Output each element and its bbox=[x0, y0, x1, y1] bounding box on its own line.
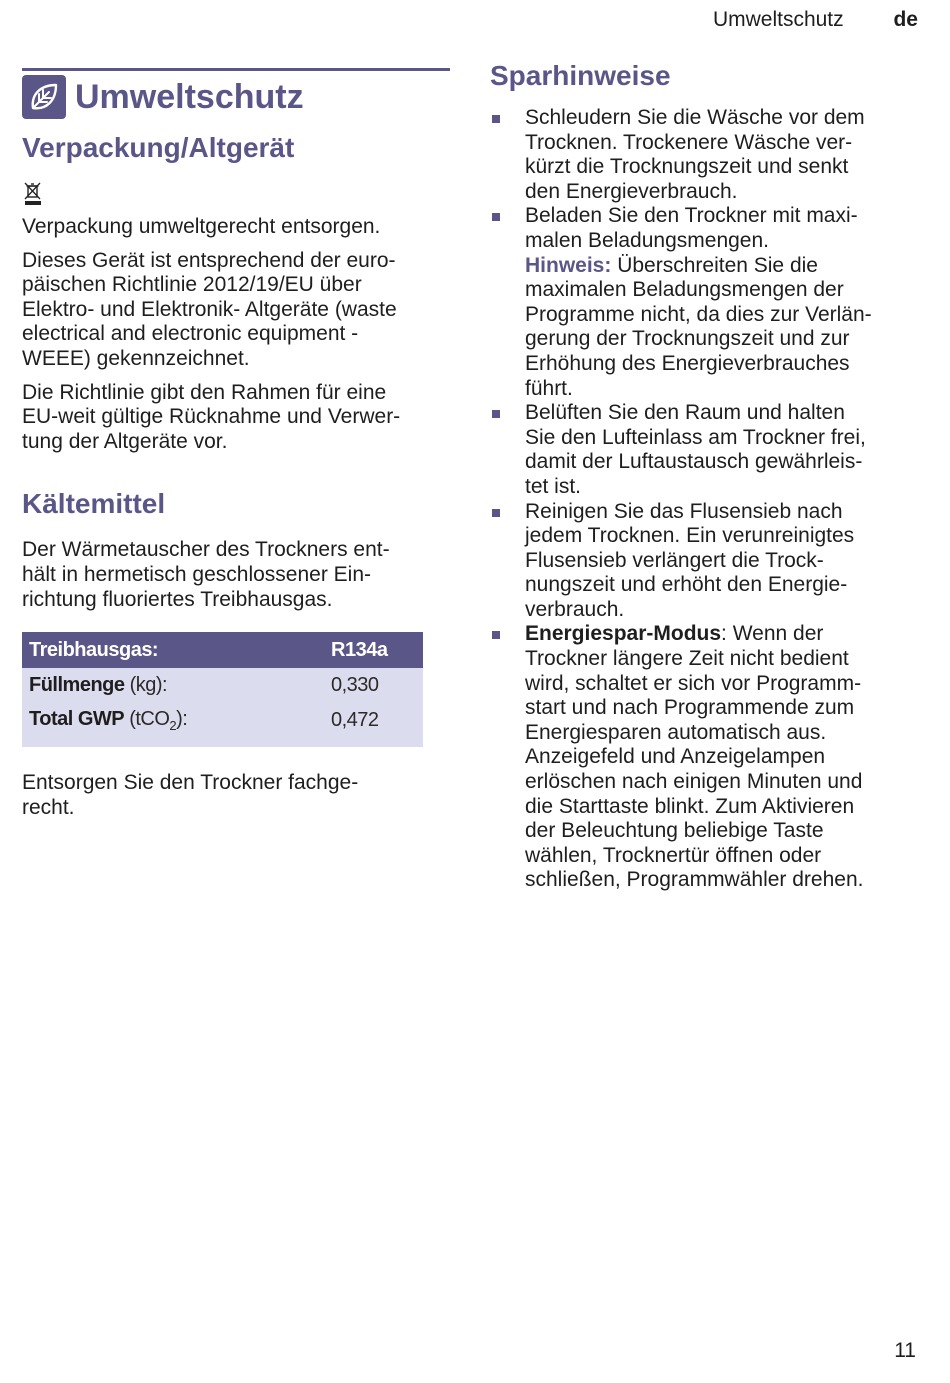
list-item: Schleudern Sie die Wäsche vor dem Trocknen. Trockenere Wäsche ver- kürzt die Trocknungszeit und senkt den Energieverbrauch. bbox=[490, 106, 930, 204]
table-header-label: Treibhausgas: bbox=[22, 632, 324, 668]
list-item: Belüften Sie den Raum und halten Sie den Lufteinlass am Trockner frei, damit der Luftaustausch gewährleis- tet ist. bbox=[490, 401, 930, 499]
hint-label: Hinweis: bbox=[525, 253, 612, 277]
table-header-row bbox=[22, 632, 423, 668]
energy-saving-mode-label: Energiespar-Modus bbox=[525, 622, 722, 646]
savings-tips-list bbox=[490, 106, 930, 893]
table-row bbox=[22, 668, 423, 703]
dryer-disposal-text: Entsorgen Sie den Trockner fachge- recht. bbox=[22, 771, 359, 819]
savings-heading: Sparhinweise bbox=[490, 60, 671, 91]
square-bullet-icon bbox=[492, 410, 500, 418]
running-header bbox=[713, 8, 918, 32]
packaging-heading: Verpackung/Altgerät bbox=[22, 132, 295, 163]
header-section-title: Umweltschutz bbox=[712, 8, 844, 31]
crossed-out-wheelie-bin-icon bbox=[23, 180, 450, 206]
list-item: Energiespar-Modus: Wenn der Trockner längere Zeit nicht bedient wird, schaltet er sich vor Programm- start und nach Programmende zum Energiesparen automatisch aus. Anzeigefeld und Anzeigelampen erlöschen nach einigen Minuten und die Starttaste blinkt. Zum Aktivieren der Beleuchtung beliebige Taste wählen, Trocknertür öffnen oder schließen, Programmwähler drehen. bbox=[490, 622, 930, 893]
right-column bbox=[490, 60, 930, 893]
total-gwp-value: 0,472 bbox=[331, 709, 379, 732]
weee-directive-text: Dieses Gerät ist entsprechend der euro- päischen Richtlinie 2012/19/EU über Elektro- und Elektronik- Altgeräte (waste electrical and electronic equipment - WEEE) gekennzeichnet. bbox=[22, 248, 397, 370]
header-language-code: de bbox=[893, 8, 918, 31]
chapter-title: Umweltschutz bbox=[75, 78, 304, 116]
refrigerant-heading: Kältemittel bbox=[22, 488, 166, 520]
chapter-heading bbox=[22, 68, 450, 119]
page-number: 11 bbox=[894, 1339, 916, 1362]
fill-amount-value: 0,330 bbox=[331, 674, 379, 697]
table-row bbox=[22, 703, 423, 747]
square-bullet-icon bbox=[492, 115, 500, 123]
directive-framework-text: Die Richtlinie gibt den Rahmen für eine EU-weit gültige Rücknahme und Verwer- tung der Altgeräte vor. bbox=[22, 380, 401, 453]
fill-amount-label: Füllmenge (kg): bbox=[29, 674, 168, 697]
list-item: Beladen Sie den Trockner mit maxi- malen Beladungsmengen. Hinweis: Überschreiten Sie die maximalen Beladungsmengen der Programme nicht, da dies zur Verlän- gerung der Trocknungszeit und zur Erhöhung des Energieverbrauches führt. bbox=[490, 204, 930, 401]
greenhouse-gas-table bbox=[22, 632, 423, 747]
square-bullet-icon bbox=[492, 213, 500, 221]
list-item: Reinigen Sie das Flusensieb nach jedem Trocknen. Ein verunreinigtes Flusensieb verlängert die Trock- nungszeit und erhöht den Energie- verbrauch. bbox=[490, 500, 930, 623]
packaging-disposal-text: Verpackung umweltgerecht entsorgen. bbox=[22, 215, 381, 238]
total-gwp-label: Total GWP (tCO$_2$): bbox=[29, 708, 188, 734]
square-bullet-icon bbox=[492, 509, 500, 517]
square-bullet-icon bbox=[492, 631, 500, 639]
refrigerant-text: Der Wärmetauscher des Trockners ent- hält in hermetisch geschlossener Ein- richtung fluoriertes Treibhausgas. bbox=[22, 538, 390, 611]
leaf-icon bbox=[22, 75, 66, 119]
left-column bbox=[22, 66, 450, 820]
table-header-value: R134a bbox=[324, 632, 423, 668]
